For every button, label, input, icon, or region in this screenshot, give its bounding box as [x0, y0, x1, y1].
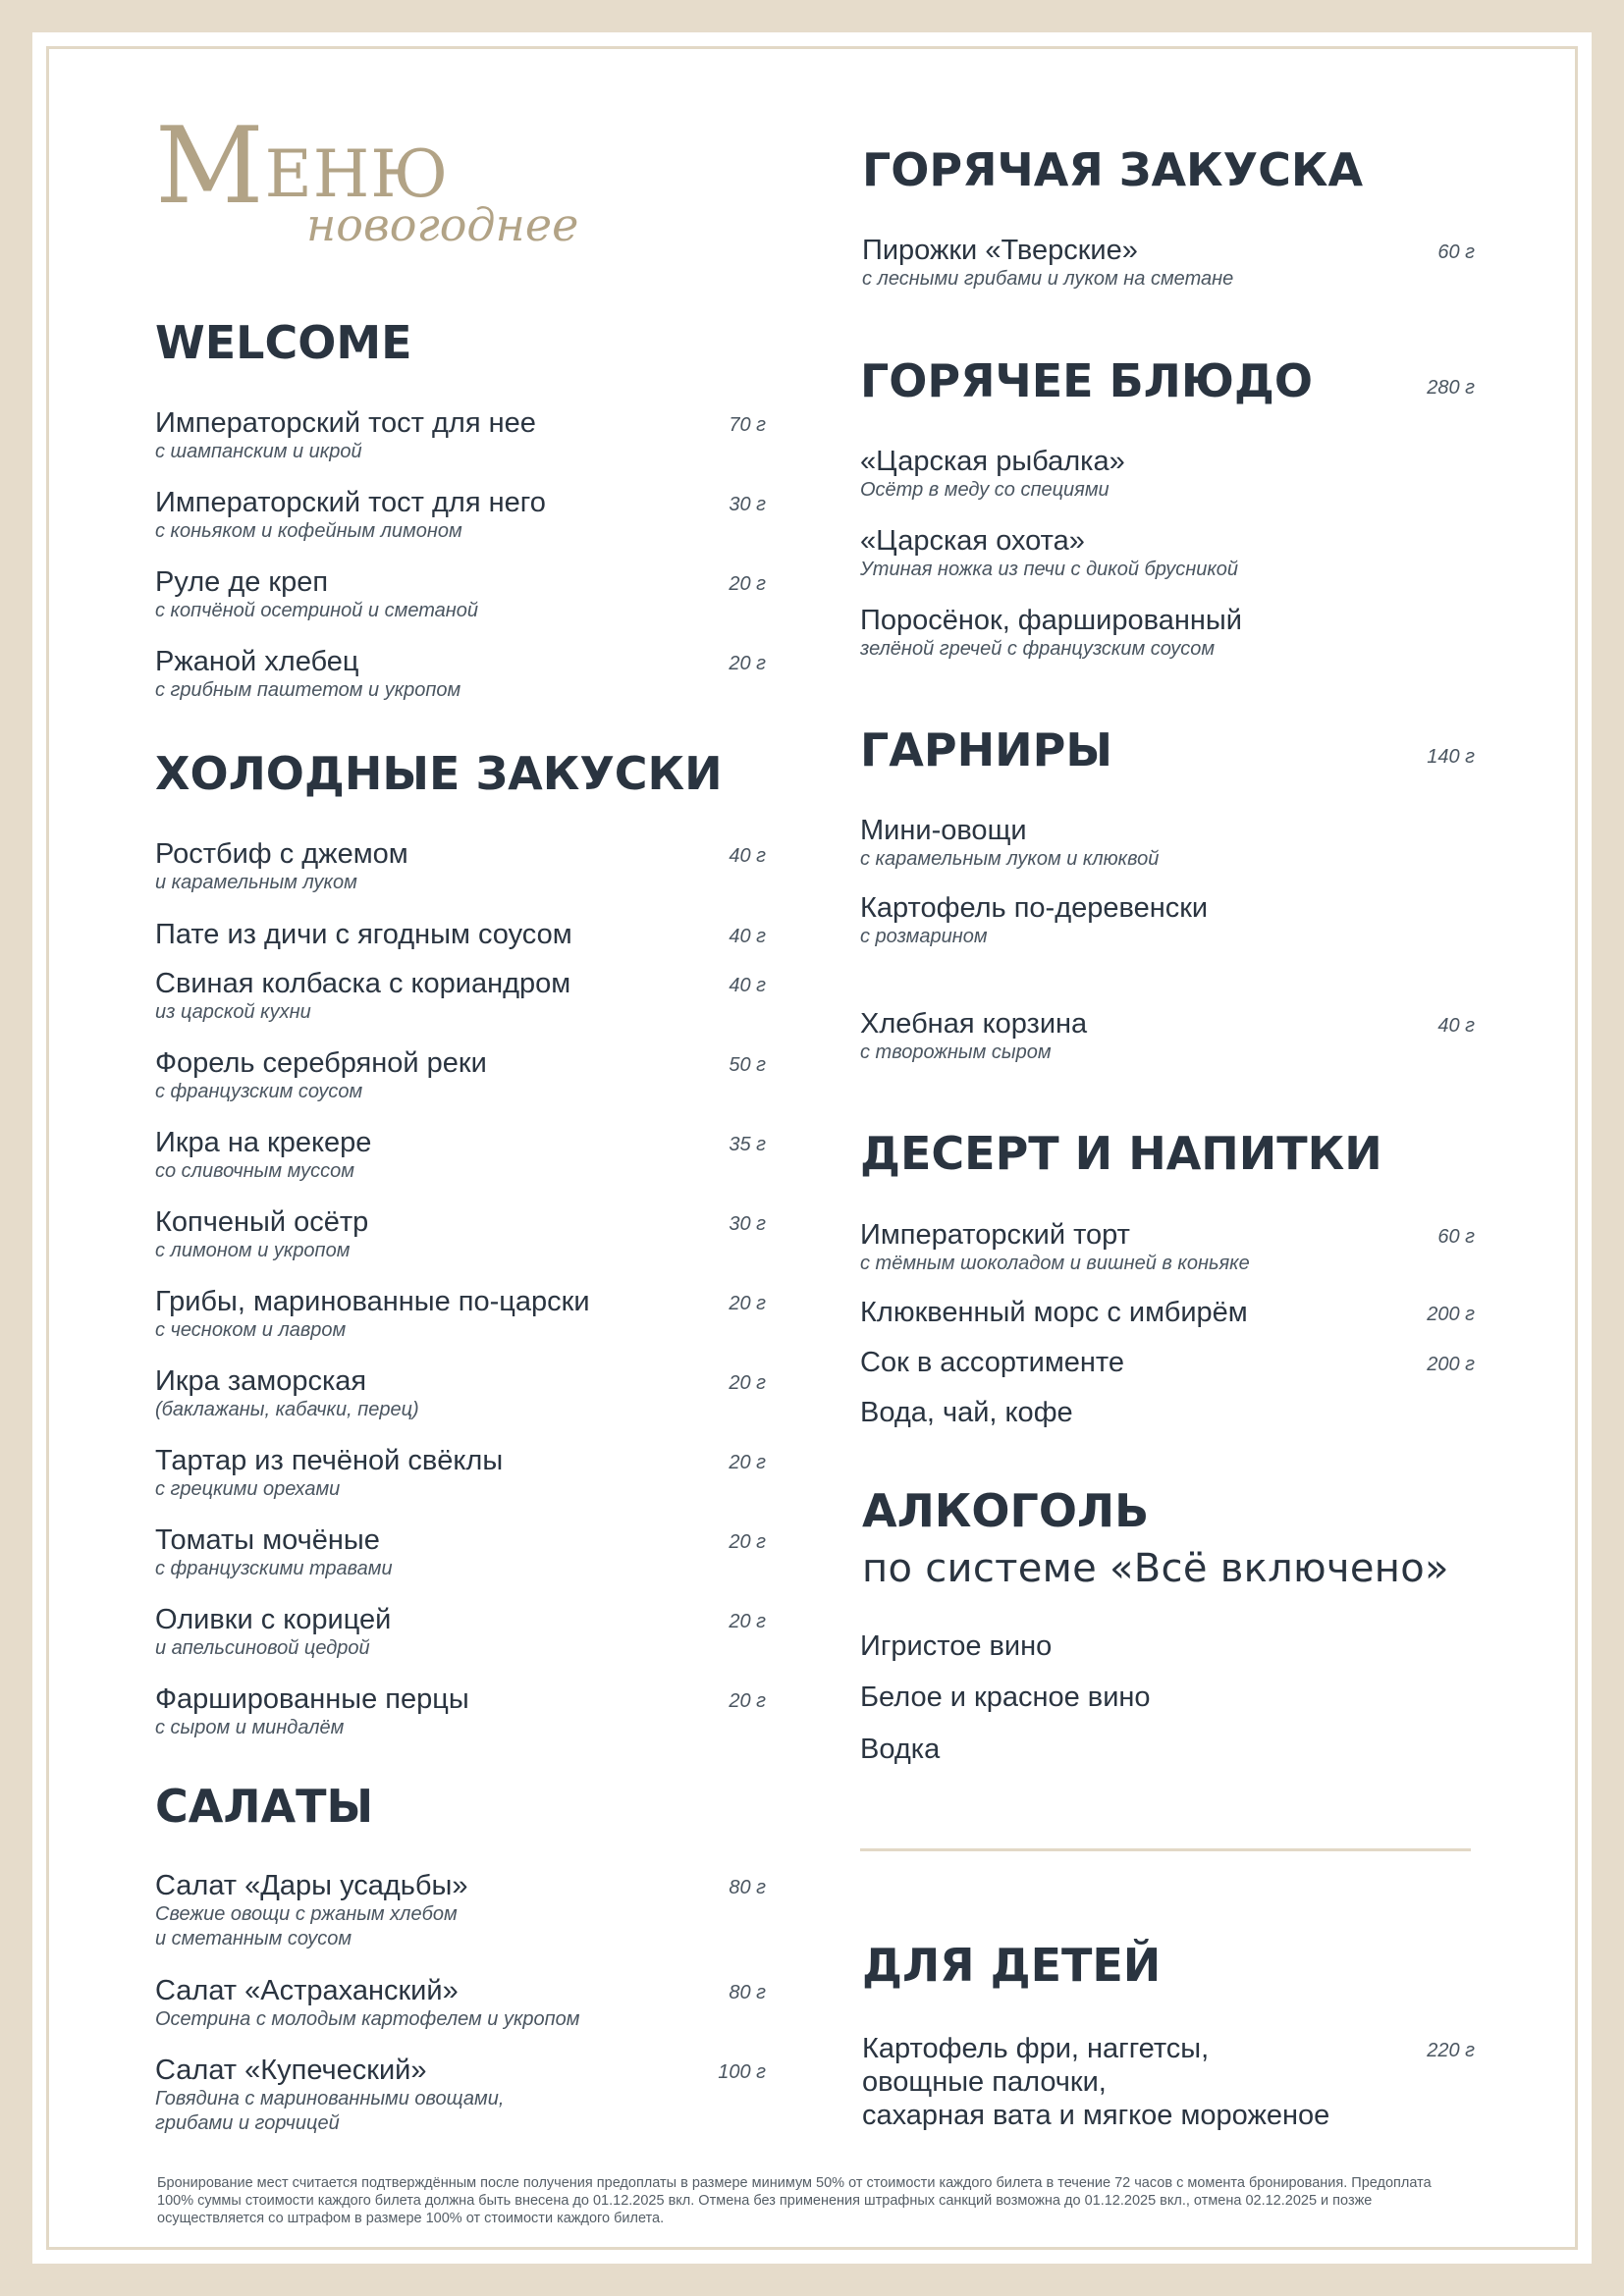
item-desc: Осетрина с молодым картофелем и укропом: [155, 2008, 580, 2030]
item-name: Копченый осётр: [155, 1206, 369, 1238]
menu-item: [860, 604, 1242, 662]
menu-item: [155, 1364, 419, 1422]
item-desc: с розмарином: [860, 926, 988, 947]
item-weight: 20 г: [729, 1531, 766, 1553]
item-desc: со сливочным муссом: [155, 1160, 354, 1182]
section-weight: 140 г: [1427, 746, 1475, 768]
item-weight: 40 г: [729, 926, 766, 947]
item-weight: 40 г: [729, 845, 766, 867]
kids-menu-item: [862, 2032, 1329, 2132]
kids-line: овощные палочки,: [862, 2066, 1107, 2098]
item-name: Ростбиф с джемом: [155, 838, 408, 870]
item-weight: 70 г: [729, 414, 766, 436]
menu-item: [860, 524, 1238, 582]
item-weight: 40 г: [729, 975, 766, 996]
item-weight: 80 г: [729, 1877, 766, 1898]
item-name: Свиная колбаска с кориандром: [155, 968, 571, 999]
item-name: Императорский торт: [860, 1219, 1130, 1251]
menu-item: [155, 1126, 371, 1184]
item-desc: и карамельным луком: [155, 872, 357, 893]
menu-item: [860, 1218, 1250, 1276]
section-divider: [860, 1848, 1471, 1851]
menu-item: [860, 1007, 1087, 1065]
item-weight: 220 г: [1427, 2040, 1475, 2061]
menu-item: [155, 486, 546, 544]
item-desc: с карамельным луком и клюквой: [860, 848, 1160, 870]
item-name: Фаршированные перцы: [155, 1683, 469, 1715]
item-name: Мини-овощи: [860, 815, 1027, 846]
menu-item: [860, 891, 1208, 949]
item-desc: Говядина с маринованными овощами,: [155, 2088, 505, 2109]
item-desc: с французским соусом: [155, 1081, 363, 1102]
item-name: Клюквенный морс с имбирём: [860, 1297, 1248, 1328]
item-weight: 40 г: [1437, 1015, 1475, 1037]
item-desc: Утиная ножка из печи с дикой брусникой: [860, 559, 1239, 580]
menu-item: [860, 814, 1159, 872]
item-name: Белое и красное вино: [860, 1682, 1151, 1713]
menu-item: [155, 1205, 368, 1263]
item-name: Вода, чай, кофе: [860, 1397, 1073, 1428]
logo-subtitle: новогоднее: [306, 198, 579, 251]
item-name: Пате из дичи с ягодным соусом: [155, 919, 572, 950]
section-title-welcome: WELCOME: [155, 316, 412, 369]
item-weight: 200 г: [1427, 1304, 1475, 1325]
section-weight: 280 г: [1427, 377, 1475, 399]
item-desc: с лимоном и укропом: [155, 1240, 351, 1261]
item-weight: 20 г: [729, 1690, 766, 1712]
menu-item: [155, 1046, 487, 1104]
kids-line: сахарная вата и мягкое мороженое: [862, 2100, 1330, 2131]
item-name: Игристое вино: [860, 1630, 1053, 1662]
section-title-kids: ДЛЯ ДЕТЕЙ: [862, 1939, 1162, 1992]
item-weight: 60 г: [1437, 241, 1475, 263]
item-desc: с творожным сыром: [860, 1041, 1052, 1063]
section-title-hot-dish: ГОРЯЧЕЕ БЛЮДО: [860, 354, 1313, 407]
item-name: Руле де креп: [155, 566, 329, 598]
item-desc: с лесными грибами и луком на сметане: [862, 268, 1234, 290]
item-desc: и сметанным соусом: [155, 1928, 352, 1949]
item-name: Икра на крекере: [155, 1127, 372, 1158]
item-weight: 200 г: [1427, 1354, 1475, 1375]
item-name: Водка: [860, 1734, 941, 1765]
item-desc: грибами и горчицей: [155, 2112, 340, 2134]
section-title-alcohol: АЛКОГОЛЬ: [862, 1484, 1150, 1537]
item-name: Салат «Купеческий»: [155, 2055, 427, 2086]
item-weight: 100 г: [718, 2061, 766, 2083]
item-desc: с грецкими орехами: [155, 1478, 341, 1500]
item-weight: 20 г: [729, 653, 766, 674]
logo-title-cap: М: [155, 105, 265, 228]
menu-item: [155, 406, 536, 464]
item-name: Форель серебряной реки: [155, 1047, 487, 1079]
item-weight: 20 г: [729, 1611, 766, 1632]
menu-item: [155, 837, 408, 895]
item-name: Сок в ассортименте: [860, 1347, 1125, 1378]
item-desc: из царской кухни: [155, 1001, 311, 1023]
menu-item: [860, 445, 1125, 503]
logo-title-rest: ЕНЮ: [264, 136, 450, 212]
item-name: Поросёнок, фаршированный: [860, 605, 1242, 636]
menu-item: [860, 1629, 1052, 1663]
menu-item: [155, 1285, 590, 1343]
booking-terms: Бронирование мест считается подтверждённым после получения предоплаты в размере минимум 50% от стоимости каждого билета в течение 72 часов с момента бронирования. Предоплата 100% суммы стоимости каждого билета должна быть внесена до 01.12.2025 вкл. Отмена без применения штрафных санкций возможна до 01.12.2025 вкл., отмена 02.12.2025 и позже осуществляется со штрафом в размере 100% от стоимости каждого билета.: [157, 2175, 1432, 2226]
menu-item: [155, 645, 460, 703]
item-name: Икра заморская: [155, 1365, 367, 1397]
menu-item: [155, 1603, 391, 1661]
item-desc: Свежие овощи с ржаным хлебом: [155, 1903, 458, 1925]
item-name: Тартар из печёной свёклы: [155, 1445, 504, 1476]
item-name: Императорский тост для него: [155, 487, 546, 518]
section-title-cold: ХОЛОДНЫЕ ЗАКУСКИ: [155, 747, 723, 800]
item-desc: с тёмным шоколадом и вишней в коньяке: [860, 1253, 1250, 1274]
item-name: Грибы, маринованные по-царски: [155, 1286, 590, 1317]
item-desc: с сыром и миндалём: [155, 1717, 345, 1738]
menu-item: [155, 565, 478, 623]
item-desc: (баклажаны, кабачки, перец): [155, 1399, 419, 1420]
item-weight: 35 г: [729, 1134, 766, 1155]
item-name: Картофель по-деревенски: [860, 892, 1209, 924]
item-desc: зелёной гречей с французским соусом: [860, 638, 1216, 660]
menu-item: [155, 1974, 580, 2032]
item-weight: 20 г: [729, 573, 766, 595]
menu-item: [155, 1444, 503, 1502]
menu-item: [155, 1869, 468, 1951]
item-desc: с чесноком и лавром: [155, 1319, 347, 1341]
alcohol-subtitle: по системе «Всё включено»: [862, 1546, 1449, 1591]
menu-item: [155, 918, 572, 951]
item-name: Хлебная корзина: [860, 1008, 1088, 1040]
item-name: Оливки с корицей: [155, 1604, 392, 1635]
menu-logo: [124, 86, 674, 273]
menu-item: [860, 1733, 940, 1766]
item-name: Томаты мочёные: [155, 1524, 380, 1556]
menu-item: [155, 2054, 504, 2136]
menu-item: [155, 967, 570, 1025]
item-desc: с шампанским и икрой: [155, 441, 362, 462]
section-title-hot-snack: ГОРЯЧАЯ ЗАКУСКА: [862, 143, 1364, 196]
item-weight: 20 г: [729, 1293, 766, 1314]
item-weight: 50 г: [729, 1054, 766, 1076]
item-desc: с коньяком и кофейным лимоном: [155, 520, 462, 542]
item-name: Пирожки «Тверские»: [862, 235, 1138, 266]
item-weight: 20 г: [729, 1372, 766, 1394]
item-name: «Царская рыбалка»: [860, 446, 1125, 477]
item-name: Салат «Дары усадьбы»: [155, 1870, 468, 1901]
item-weight: 30 г: [729, 494, 766, 515]
menu-item: [860, 1296, 1248, 1329]
menu-item: [155, 1682, 469, 1740]
section-title-salads: САЛАТЫ: [155, 1780, 374, 1833]
kids-line: Картофель фри, наггетсы,: [862, 2033, 1210, 2064]
item-weight: 20 г: [729, 1452, 766, 1473]
menu-item: [860, 1396, 1073, 1429]
item-desc: с французскими травами: [155, 1558, 393, 1579]
item-name: Ржаной хлебец: [155, 646, 359, 677]
menu-item: [860, 1346, 1124, 1379]
item-name: Салат «Астраханский»: [155, 1975, 459, 2006]
item-name: Императорский тост для нее: [155, 407, 536, 439]
item-desc: Осётр в меду со специями: [860, 479, 1110, 501]
item-weight: 60 г: [1437, 1226, 1475, 1248]
item-desc: с грибным паштетом и укропом: [155, 679, 461, 701]
item-weight: 80 г: [729, 1982, 766, 2003]
section-title-dessert: ДЕСЕРТ И НАПИТКИ: [860, 1127, 1382, 1180]
section-title-garnish: ГАРНИРЫ: [860, 723, 1112, 776]
item-desc: с копчёной осетриной и сметаной: [155, 600, 479, 621]
item-desc: и апельсиновой цедрой: [155, 1637, 370, 1659]
menu-item: [860, 1681, 1151, 1714]
menu-item: [862, 234, 1233, 292]
item-name: «Царская охота»: [860, 525, 1085, 557]
item-weight: 30 г: [729, 1213, 766, 1235]
menu-item: [155, 1523, 393, 1581]
